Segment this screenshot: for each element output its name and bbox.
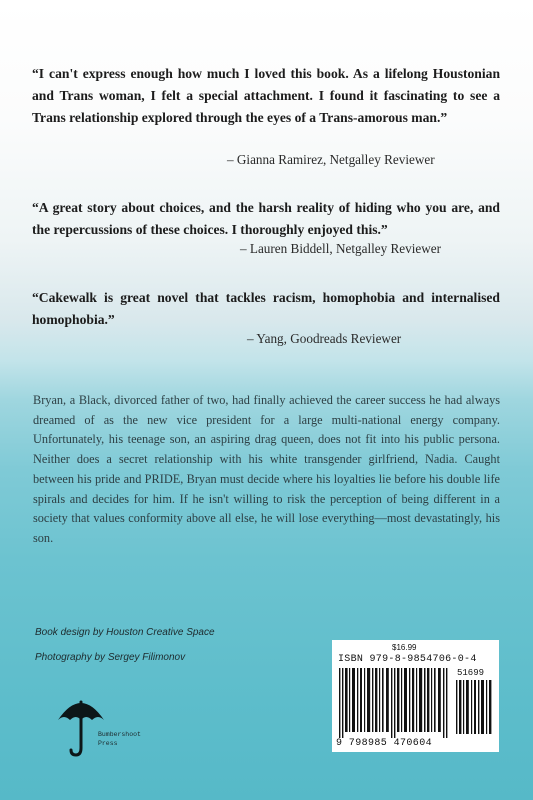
photography-credit: Photography by Sergey Filimonov [35, 652, 186, 663]
review-attribution-2: – Lauren Biddell, Netgalley Reviewer [240, 241, 442, 256]
isbn-number: ISBN 979-8-9854706-0-4 [338, 654, 477, 665]
isbn-barcode [332, 640, 499, 752]
barcode-addon-number: 51699 [457, 668, 485, 678]
review-quote-3: “Cakewalk is great novel that tackles racism, homophobia and internalised homophobia.” [32, 290, 500, 327]
review-attribution-3: – Yang, Goodreads Reviewer [247, 331, 402, 346]
design-credit: Book design by Houston Creative Space [35, 627, 215, 638]
barcode-price: $16.99 [392, 643, 417, 652]
ean-barcode-bars [339, 668, 451, 738]
publisher-name-line1: Bumbershoot [98, 731, 141, 738]
review-quote-1: “I can't express enough how much I loved this book. As a lifelong Houstonian and Trans woman, I felt a special attachment. I found it fascinating to see a Trans relationship explored through the eyes of a Trans-amorous man.” [32, 66, 500, 125]
umbrella-icon [56, 692, 106, 763]
review-quote-2: “A great story about choices, and the harsh reality of hiding who you are, and the repercussions of these choices. I thoroughly enjoyed this.” [32, 200, 500, 237]
book-blurb: Bryan, a Black, divorced father of two, had finally achieved the career success he had always dreamed of as the new vice president for a large multi-national energy company. Unfortunately, his teenage son, an aspiring drag queen, does not fit into his public persona. Neither does a secret relationship with his white transgender girlfriend, Nadia. Caught between his pride and PRIDE, Bryan must decide where his loyalties lie before his double life spirals and decides for him. If he isn't willing to risk the perception of being different in a society that values conformity above all else, he will lose everything—most devastatingly, his son. [33, 393, 500, 545]
review-attribution-1: – Gianna Ramirez, Netgalley Reviewer [227, 152, 435, 167]
ean-number: 9 798985 470604 [336, 738, 433, 749]
publisher-logo-text [98, 731, 141, 748]
addon-barcode-bars [456, 680, 494, 734]
publisher-name-line2: Press [98, 739, 118, 747]
